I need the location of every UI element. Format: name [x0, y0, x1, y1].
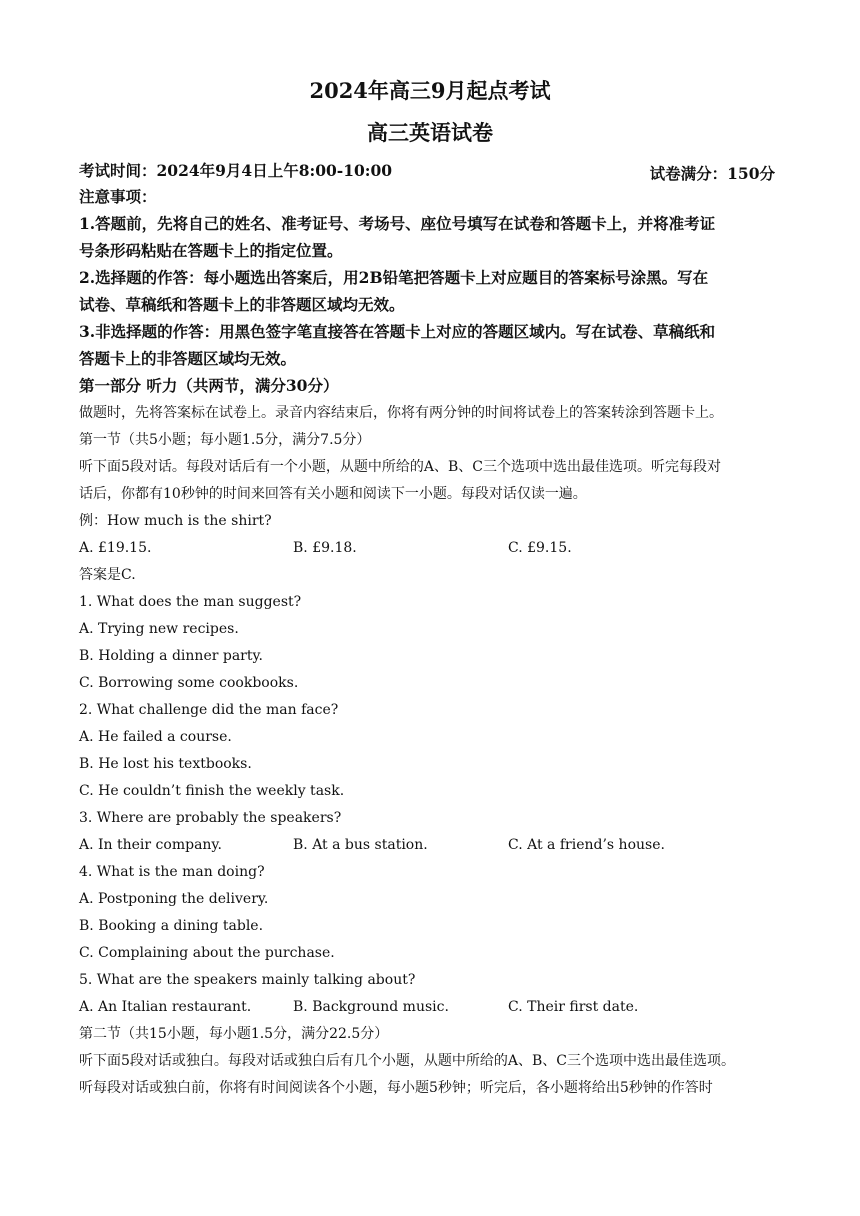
- question-2: 2. What challenge did the man face?: [79, 702, 339, 718]
- q5-option-c: C. Their first date.: [508, 999, 639, 1015]
- question-5: 5. What are the speakers mainly talking about?: [79, 972, 416, 988]
- part1-intro: 做题时，先将答案标在试卷上。录音内容结束后，你将有两分钟的时间将试卷上的答案转涂到答题卡上。: [79, 405, 723, 421]
- q3-option-b: B. At a bus station.: [293, 837, 428, 853]
- example-option-b: B. £9.18.: [293, 540, 357, 556]
- exam-title: 2024年高三9月起点考试: [309, 78, 551, 103]
- question-4: 4. What is the man doing?: [79, 864, 265, 880]
- q5-option-a: A. An Italian restaurant.: [79, 999, 252, 1015]
- q4-option-c: C. Complaining about the purchase.: [79, 945, 335, 961]
- example-answer: 答案是C.: [79, 567, 136, 583]
- section2-heading: 第二节（共15小题，每小题1.5分，满分22.5分）: [79, 1026, 389, 1042]
- notice-line: 1.答题前，先将自己的姓名、准考证号、考场号、座位号填写在试卷和答题卡上，并将准考证: [79, 214, 716, 233]
- example-option-a: A. £19.15.: [79, 540, 152, 556]
- example-option-c: C. £9.15.: [508, 540, 572, 556]
- notice-line: 号条形码粘贴在答题卡上的指定位置。: [79, 241, 343, 260]
- notice-line: 试卷、草稿纸和答题卡上的非答题区域均无效。: [79, 295, 405, 314]
- part1-heading: 第一部分 听力（共两节，满分30分）: [79, 376, 339, 395]
- section1-instruction: 话后，你都有10秒钟的时间来回答有关小题和阅读下一小题。每段对话仅读一遍。: [79, 486, 587, 502]
- q1-option-a: A. Trying new recipes.: [79, 621, 239, 637]
- q2-option-a: A. He failed a course.: [79, 729, 232, 745]
- q3-option-c: C. At a friend’s house.: [508, 837, 665, 853]
- example-question: 例：How much is the shirt?: [79, 513, 272, 529]
- question-3: 3. Where are probably the speakers?: [79, 810, 342, 826]
- q1-option-c: C. Borrowing some cookbooks.: [79, 675, 299, 691]
- notice-line: 3.非选择题的作答：用黑色签字笔直接答在答题卡上对应的答题区域内。写在试卷、草稿纸和: [79, 322, 716, 341]
- section2-instruction: 听每段对话或独白前，你将有时间阅读各个小题，每小题5秒钟；听完后，各小题将给出5秒钟的作答时: [79, 1080, 713, 1096]
- notice-line: 答题卡上的非答题区域均无效。: [79, 349, 297, 368]
- q1-option-b: B. Holding a dinner party.: [79, 648, 263, 664]
- q5-option-b: B. Background music.: [293, 999, 449, 1015]
- q3-option-a: A. In their company.: [79, 837, 222, 853]
- section1-heading: 第一节（共5小题；每小题1.5分，满分7.5分）: [79, 432, 371, 448]
- q4-option-b: B. Booking a dining table.: [79, 918, 264, 934]
- q2-option-c: C. He couldn’t finish the weekly task.: [79, 783, 345, 799]
- exam-time: 考试时间：2024年9月4日上午8:00-10:00: [79, 161, 393, 180]
- exam-subtitle: 高三英语试卷: [367, 120, 493, 145]
- notice-line: 2.选择题的作答：每小题选出答案后，用2B铅笔把答题卡上对应题目的答案标号涂黑。写在: [79, 268, 709, 287]
- notice-heading: 注意事项：: [79, 187, 157, 206]
- q4-option-a: A. Postponing the delivery.: [79, 891, 269, 907]
- section1-instruction: 听下面5段对话。每段对话后有一个小题，从题中所给的A、B、C三个选项中选出最佳选项。听完每段对: [79, 459, 722, 475]
- q2-option-b: B. He lost his textbooks.: [79, 756, 252, 772]
- section2-instruction: 听下面5段对话或独白。每段对话或独白后有几个小题，从题中所给的A、B、C三个选项中选出最佳选项。: [79, 1053, 736, 1069]
- question-1: 1. What does the man suggest?: [79, 594, 302, 610]
- full-score: 试卷满分：150分: [649, 164, 775, 183]
